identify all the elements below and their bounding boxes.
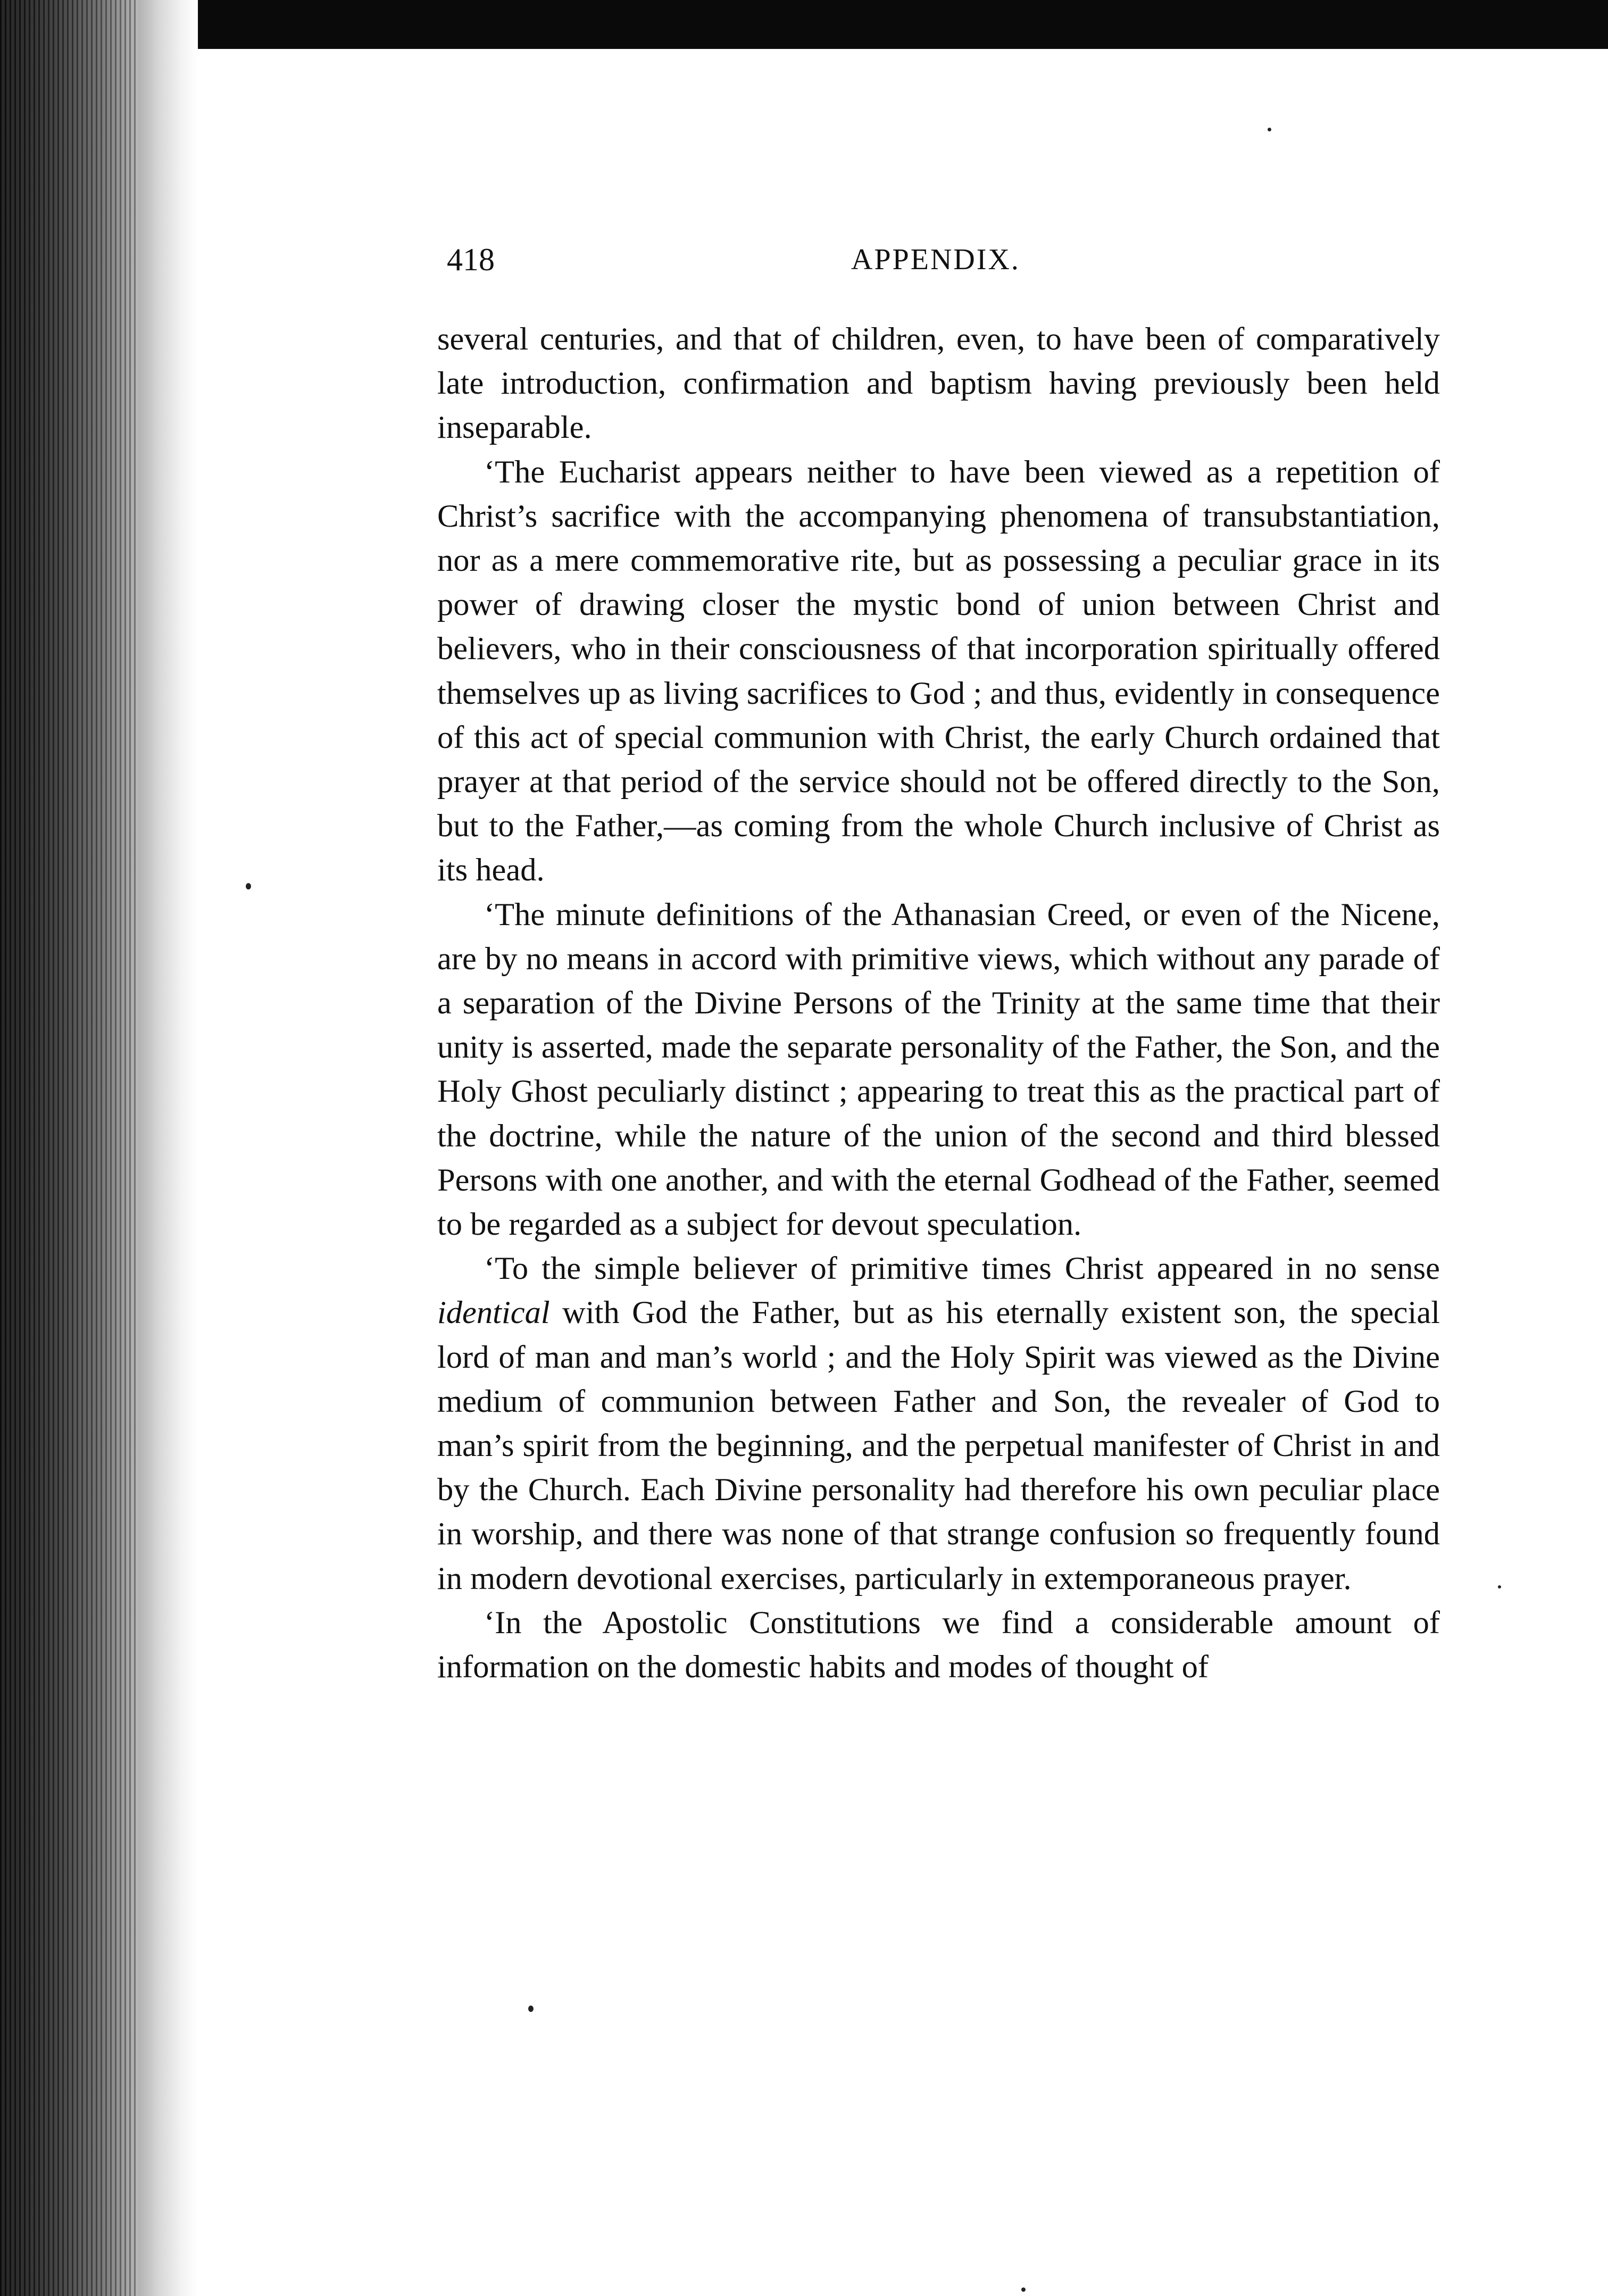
paragraph-4 bbox=[437, 1246, 1440, 1601]
paragraph-4-text-start: ‘To the simple believer of primitive times Christ appeared in no sense bbox=[484, 1251, 1440, 1287]
paragraph-1: several centuries, and that of children, even, to have been of comparatively late introduction, confirmation and baptism having previously been held inseparable. bbox=[437, 321, 1440, 446]
gutter-scan-streaks bbox=[0, 0, 138, 2296]
scan-speck bbox=[1268, 128, 1271, 131]
paragraph-5: ‘In the Apostolic Constitutions we find a considerable amount of information on the domestic habits and modes of thought of bbox=[437, 1604, 1440, 1685]
paragraph-4-italic-word: identical bbox=[437, 1295, 550, 1331]
scan-speck bbox=[1021, 2287, 1026, 2292]
scan-speck bbox=[246, 883, 251, 889]
scan-speck bbox=[1498, 1585, 1501, 1588]
paragraph-3: ‘The minute definitions of the Athanasian Creed, or even of the Nicene, are by no means in accord with primitive views, which without any parade of a separation of the Divine Persons of the Trinity at the same time that their unity is asserted, made the separate personality of the Father, the Son, and the Holy Ghost peculiarly distinct ; appearing to treat this as the practical part of the doctrine, while the nature of the union of the second and third blessed Persons with one another, and with the eternal Godhead of the Father, seemed to be regarded as a subject for devout speculation. bbox=[437, 896, 1440, 1243]
scan-speck bbox=[528, 2006, 534, 2012]
paragraph-4-text-end: with God the Father, but as his eternally existent son, the special lord of man and man’s world ; and the Holy Spirit was viewed as the Divine medium of communion between Father and Son, the revealer of God to man’s spirit from the beginning, and the perpetual manifester of Christ in and by the Church. Each Divine personality had therefore his own peculiar place in worship, and there was none of that strange confusion so frequently found in modern devotional exercises, particularly in extemporaneous prayer. bbox=[437, 1295, 1440, 1596]
page-header bbox=[447, 238, 1434, 281]
body-text bbox=[437, 317, 1440, 1689]
page-number: 418 bbox=[447, 242, 495, 277]
paragraph-2: ‘The Eucharist appears neither to have been viewed as a repetition of Christ’s sacrifice with the accompanying phenomena of transubstantiation, nor as a mere commemorative rite, but as possessing a peculiar grace in its power of drawing closer the mystic bond of union between Christ and believers, who in their consciousness of that incorporation spiritually offered themselves up as living sacrifices to God ; and thus, evidently in consequence of this act of special communion with Christ, the early Church ordained that prayer at that period of the service should not be offered directly to the Son, but to the Father,—as coming from the whole Church inclusive of Christ as its head. bbox=[437, 454, 1440, 888]
scan-top-border bbox=[0, 0, 1608, 49]
running-head: APPENDIX. bbox=[851, 243, 1020, 276]
